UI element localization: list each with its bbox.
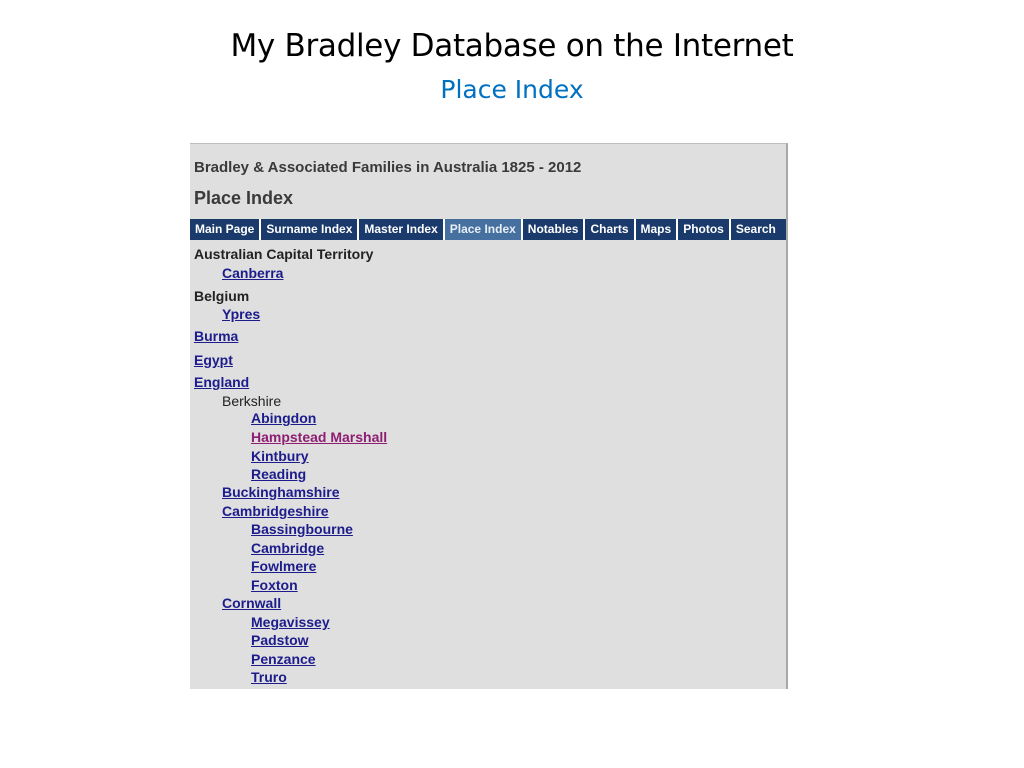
place-county: Berkshire xyxy=(222,393,282,409)
place-link[interactable]: Cambridge xyxy=(251,540,325,556)
nav-surname-index[interactable]: Surname Index xyxy=(261,219,359,240)
place-link[interactable]: Ypres xyxy=(222,306,261,322)
place-link[interactable]: Cornwall xyxy=(222,595,282,611)
place-link[interactable]: Cambridgeshire xyxy=(222,503,329,519)
place-region: Australian Capital Territory xyxy=(194,246,374,262)
place-link[interactable]: Reading xyxy=(251,466,307,482)
place-link[interactable]: Kintbury xyxy=(251,448,309,464)
place-link[interactable]: Bassingbourne xyxy=(251,521,353,537)
place-link[interactable]: Penzance xyxy=(251,651,316,667)
place-link[interactable]: Burma xyxy=(194,328,239,344)
place-link[interactable]: Fowlmere xyxy=(251,558,317,574)
page-title: Place Index xyxy=(194,188,294,208)
slide-title: My Bradley Database on the Internet xyxy=(230,28,794,64)
slide-subtitle: Place Index xyxy=(440,75,584,104)
nav-charts[interactable]: Charts xyxy=(585,219,635,240)
place-link[interactable]: Buckinghamshire xyxy=(222,484,340,500)
place-link[interactable]: Abingdon xyxy=(251,410,317,426)
nav-main-page[interactable]: Main Page xyxy=(190,219,261,240)
nav-bar xyxy=(190,219,786,240)
place-link[interactable]: Canberra xyxy=(222,265,284,281)
nav-notables[interactable]: Notables xyxy=(523,219,586,240)
place-link[interactable]: Egypt xyxy=(194,352,233,368)
place-link[interactable]: Megavissey xyxy=(251,614,330,630)
place-link[interactable]: Truro xyxy=(251,669,287,685)
nav-place-index[interactable]: Place Index xyxy=(445,219,523,240)
nav-maps[interactable]: Maps xyxy=(636,219,679,240)
nav-master-index[interactable]: Master Index xyxy=(359,219,444,240)
website-screenshot xyxy=(190,143,788,689)
nav-search[interactable]: Search xyxy=(735,222,776,236)
place-region: Belgium xyxy=(194,288,250,304)
place-link[interactable]: Foxton xyxy=(251,577,298,593)
place-link[interactable]: Padstow xyxy=(251,632,309,648)
site-title: Bradley & Associated Families in Australia 1825 - 2012 xyxy=(194,159,582,176)
place-link[interactable]: England xyxy=(194,374,250,390)
nav-photos[interactable]: Photos xyxy=(678,219,731,240)
place-link-visited[interactable]: Hampstead Marshall xyxy=(251,429,388,445)
